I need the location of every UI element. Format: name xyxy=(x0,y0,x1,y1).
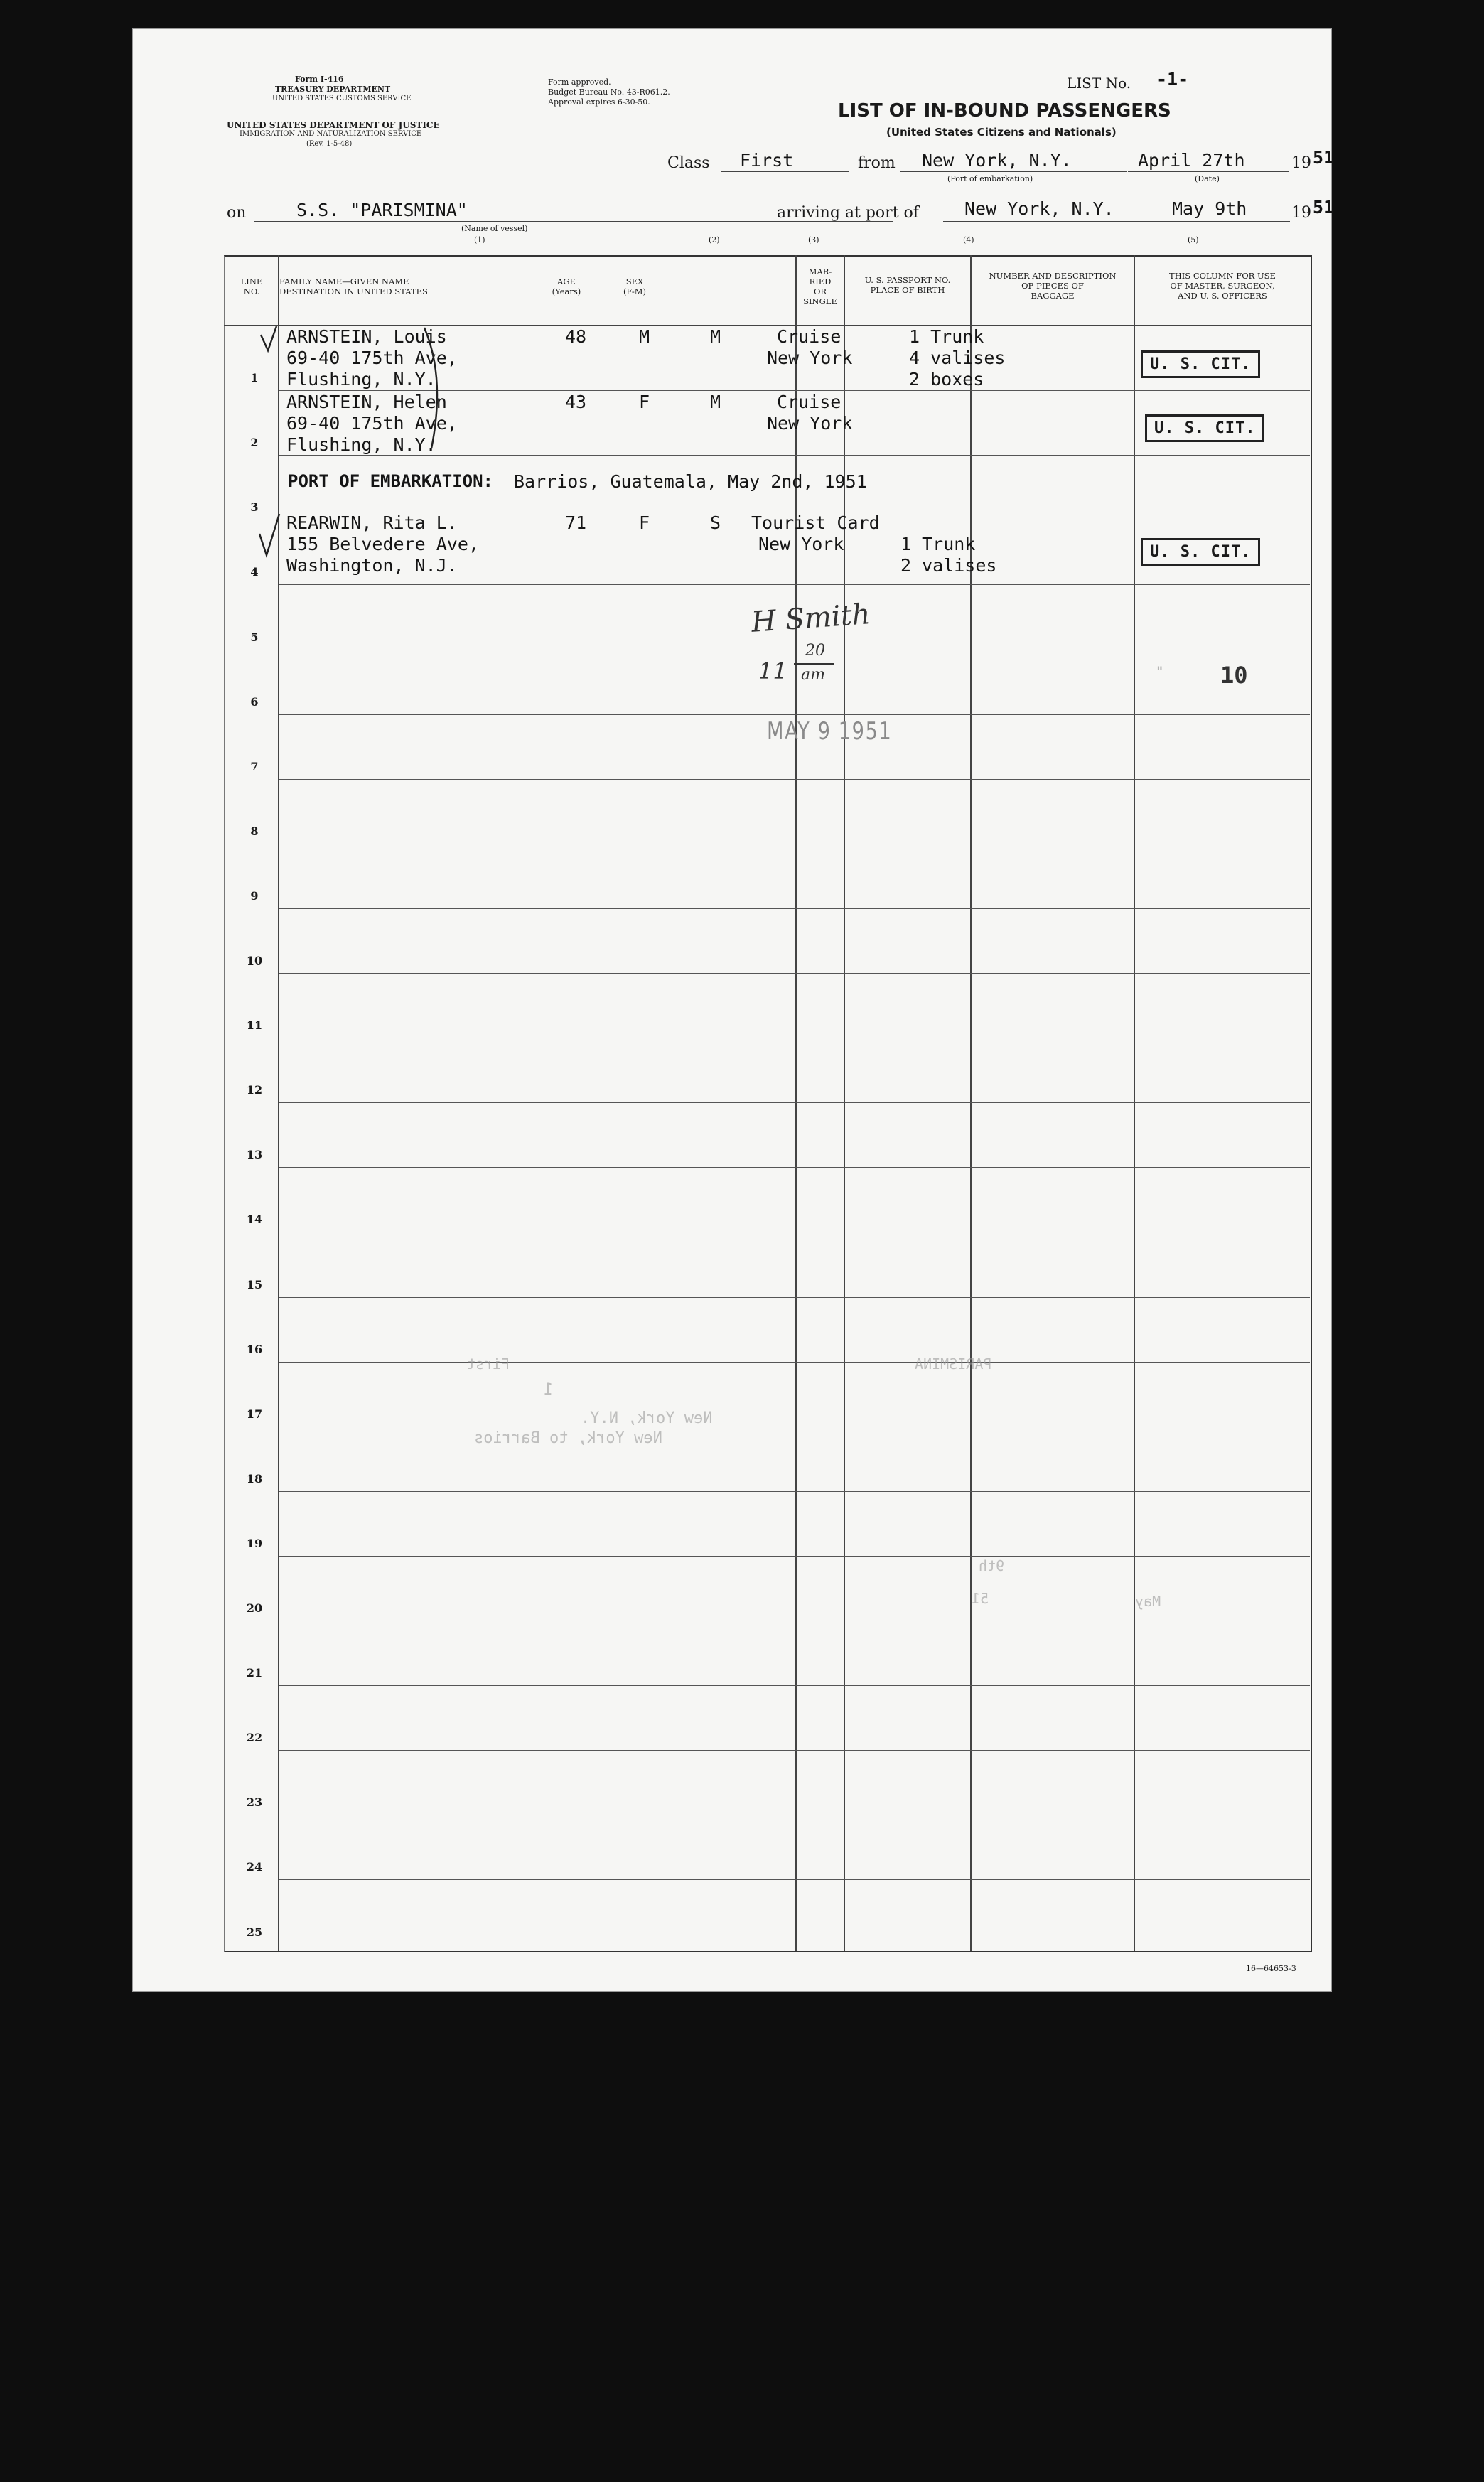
line-number: 4 xyxy=(250,565,259,579)
passenger-1-married: M xyxy=(710,326,721,347)
passenger-2-married: M xyxy=(710,392,721,412)
bleed-through-text: PARISMINA xyxy=(915,1355,992,1372)
passenger-2-address: 69-40 175th Ave, xyxy=(286,413,458,434)
line-number: 7 xyxy=(250,759,259,773)
col-header-text: MAR- xyxy=(808,267,832,276)
on-label: on xyxy=(227,204,247,222)
check-mark-icon xyxy=(259,514,279,555)
col-header-text: FAMILY NAME—GIVEN NAME xyxy=(279,276,409,286)
col-header-sex xyxy=(613,276,656,296)
passenger-1-baggage: 4 valises xyxy=(909,348,1006,368)
passenger-2-name: ARNSTEIN, Helen xyxy=(286,392,447,412)
date-underline xyxy=(1128,171,1289,172)
col-header-age xyxy=(545,276,588,296)
passenger-2-birthplace: New York xyxy=(767,413,853,434)
approval-line-1: Form approved. xyxy=(548,77,611,87)
count-annotation: 10 xyxy=(1220,662,1248,689)
line-number: 25 xyxy=(246,1925,263,1939)
col-header-text: (Years) xyxy=(552,286,581,296)
approval-line-3: Approval expires 6-30-50. xyxy=(548,97,650,107)
passenger-1-passport: Cruise xyxy=(777,326,842,347)
year-prefix-2: 19 xyxy=(1291,204,1311,222)
passenger-3-married: S xyxy=(710,512,721,533)
row-rule xyxy=(279,1167,1310,1168)
line-number: 16 xyxy=(246,1342,263,1356)
passenger-1-baggage: 2 boxes xyxy=(909,369,984,390)
passenger-2-sex: F xyxy=(639,392,650,412)
line-number: 17 xyxy=(246,1407,263,1421)
treasury-dept: TREASURY DEPARTMENT xyxy=(275,85,391,94)
us-citizen-stamp: U. S. CIT. xyxy=(1141,350,1260,378)
col-num-4: (4) xyxy=(963,235,974,245)
col-num-1: (1) xyxy=(474,235,485,245)
col-header-text: AGE xyxy=(557,276,576,286)
col-header-text: RIED xyxy=(809,276,832,286)
bleed-through-text: 1 xyxy=(544,1381,554,1399)
passenger-2-age: 43 xyxy=(565,392,587,412)
from-year: 51 xyxy=(1313,147,1335,168)
col-header-text: AND U. S. OFFICERS xyxy=(1178,291,1267,301)
line-number: 1 xyxy=(250,371,259,385)
col-header-text: U. S. PASSPORT NO. xyxy=(864,275,951,285)
line-number: 15 xyxy=(246,1277,263,1291)
time-fraction-bar xyxy=(794,663,834,665)
line-number: 5 xyxy=(250,630,259,644)
row-rule xyxy=(279,908,1310,909)
passenger-1-name: ARNSTEIN, Louis xyxy=(286,326,447,347)
col-header-text: OF PIECES OF xyxy=(1021,281,1084,291)
line-number: 18 xyxy=(246,1471,263,1486)
col-header-name xyxy=(279,276,493,296)
col-header-text: OR xyxy=(813,286,827,296)
from-port: New York, N.Y. xyxy=(922,150,1072,171)
passenger-3-passport: Tourist Card xyxy=(751,512,880,533)
row-rule xyxy=(279,1879,1310,1880)
time-ampm: am xyxy=(801,666,825,684)
year-prefix-1: 19 xyxy=(1291,154,1311,172)
row-rule xyxy=(279,1297,1310,1298)
date-caption: (Date) xyxy=(1195,174,1220,183)
line-number: 9 xyxy=(250,888,259,903)
col-header-text: OF MASTER, SURGEON, xyxy=(1170,281,1275,291)
from-label: from xyxy=(858,154,896,172)
list-no-value: -1- xyxy=(1156,69,1189,90)
col-header-text: LINE xyxy=(240,276,263,286)
row-rule xyxy=(279,1556,1310,1557)
col-header-text: NO. xyxy=(243,286,260,296)
bleed-through-text: May xyxy=(1135,1593,1161,1610)
us-citizen-stamp: U. S. CIT. xyxy=(1141,538,1260,566)
us-citizen-stamp: U. S. CIT. xyxy=(1145,414,1264,442)
col-header-text: PLACE OF BIRTH xyxy=(870,285,945,295)
col-header-text: DESTINATION IN UNITED STATES xyxy=(279,286,428,296)
form-number: Form I-416 xyxy=(295,75,344,84)
form-subtitle: (United States Citizens and Nationals) xyxy=(886,126,1117,139)
row-rule xyxy=(279,1685,1310,1686)
class-value: First xyxy=(740,150,794,171)
time-minutes: 20 xyxy=(805,642,825,660)
approval-line-2: Budget Bureau No. 43-R061.2. xyxy=(548,87,670,97)
embarkation-label: PORT OF EMBARKATION: xyxy=(288,471,493,491)
form-title: LIST OF IN-BOUND PASSENGERS xyxy=(838,100,1171,122)
line-number: 14 xyxy=(246,1213,263,1227)
arrival-year: 51 xyxy=(1313,197,1335,217)
row-rule xyxy=(279,779,1310,780)
line-number: 23 xyxy=(246,1795,263,1810)
passenger-2-city: Flushing, N.Y. xyxy=(286,434,436,455)
line-number: 22 xyxy=(246,1731,263,1745)
passenger-1-city: Flushing, N.Y. xyxy=(286,369,436,390)
line-number: 8 xyxy=(250,824,259,838)
passenger-1-address: 69-40 175th Ave, xyxy=(286,348,458,368)
col-header-text: NUMBER AND DESCRIPTION xyxy=(989,271,1117,281)
handwritten-marks xyxy=(240,321,453,591)
time-hour: 11 xyxy=(758,657,787,684)
customs-service: UNITED STATES CUSTOMS SERVICE xyxy=(272,95,412,102)
line-number: 20 xyxy=(246,1601,263,1615)
col-num-5: (5) xyxy=(1188,235,1199,245)
arriving-label: arriving at port of xyxy=(777,204,919,222)
passenger-3-age: 71 xyxy=(565,512,587,533)
col-header-text: THIS COLUMN FOR USE xyxy=(1169,271,1276,281)
inspector-signature: H Smith xyxy=(750,598,871,639)
col-header-line-no xyxy=(225,276,278,296)
class-label: Class xyxy=(667,154,710,172)
line-number: 13 xyxy=(246,1148,263,1162)
col-num-3: (3) xyxy=(808,235,819,245)
passenger-1-sex: M xyxy=(639,326,650,347)
bleed-through-text: 51 xyxy=(972,1590,989,1607)
arrival-date: May 9th xyxy=(1172,198,1247,219)
col-num-2: (2) xyxy=(709,235,720,245)
row-rule xyxy=(279,714,1310,715)
line-number: 2 xyxy=(250,436,259,450)
line-number: 24 xyxy=(246,1860,263,1874)
passenger-2-passport: Cruise xyxy=(777,392,842,412)
from-caption: (Port of embarkation) xyxy=(947,174,1033,183)
bleed-through-text: New York, to Barrios xyxy=(474,1429,662,1447)
passenger-3-city: Washington, N.J. xyxy=(286,555,458,576)
ins-service: IMMIGRATION AND NATURALIZATION SERVICE xyxy=(240,130,422,138)
line-number: 12 xyxy=(246,1083,263,1097)
bracket-icon xyxy=(424,328,437,448)
row-rule xyxy=(279,973,1310,974)
line-number: 3 xyxy=(250,500,259,515)
line-number: 19 xyxy=(246,1536,263,1550)
arrival-underline xyxy=(943,221,1290,222)
arrival-port: New York, N.Y. xyxy=(964,198,1114,219)
check-mark-icon xyxy=(261,326,276,350)
passenger-1-birthplace: New York xyxy=(767,348,853,368)
tick-mark: " xyxy=(1156,663,1163,680)
passenger-3-birthplace: New York xyxy=(758,534,844,554)
embarkation-value: Barrios, Guatemala, May 2nd, 1951 xyxy=(514,471,867,492)
line-number: 11 xyxy=(246,1019,263,1033)
row-rule xyxy=(279,1750,1310,1751)
passenger-1-age: 48 xyxy=(565,326,587,347)
col-header-text: SEX xyxy=(625,276,644,286)
col-header-text: BAGGAGE xyxy=(1031,291,1075,301)
row-rule xyxy=(279,1491,1310,1492)
row-rule xyxy=(279,1362,1310,1363)
class-underline xyxy=(721,171,849,172)
justice-dept: UNITED STATES DEPARTMENT OF JUSTICE xyxy=(227,120,440,130)
from-date: April 27th xyxy=(1138,150,1245,171)
form-revision: (Rev. 1-5-48) xyxy=(306,140,353,148)
col-header-text: SINGLE xyxy=(803,296,837,306)
bleed-through-text: 9th xyxy=(979,1557,1005,1574)
col-header-text: (F-M) xyxy=(623,286,647,296)
bleed-through-text: New York, N.Y. xyxy=(581,1409,713,1427)
col-header-married xyxy=(797,267,844,306)
vessel-caption: (Name of vessel) xyxy=(461,224,528,233)
line-number: 10 xyxy=(246,954,263,967)
line-number: 21 xyxy=(246,1666,263,1680)
passenger-3-sex: F xyxy=(639,512,650,533)
arrival-date-stamp: MAY 9 1951 xyxy=(767,717,893,746)
footer-code: 16—64653-3 xyxy=(1246,1964,1296,1973)
vessel-name: S.S. "PARISMINA" xyxy=(296,200,468,220)
passenger-1-baggage: 1 Trunk xyxy=(909,326,984,347)
passenger-3-baggage: 2 valises xyxy=(900,555,997,576)
row-rule xyxy=(279,1102,1310,1103)
manifest-page xyxy=(132,28,1335,1992)
passenger-3-name: REARWIN, Rita L. xyxy=(286,512,458,533)
passenger-3-baggage: 1 Trunk xyxy=(900,534,976,554)
list-no-label: LIST No. xyxy=(1067,75,1131,92)
passenger-3-address: 155 Belvedere Ave, xyxy=(286,534,479,554)
col-header-passport xyxy=(845,275,970,295)
from-underline xyxy=(900,171,1127,172)
col-header-baggage xyxy=(972,271,1134,301)
col-header-officers xyxy=(1135,271,1310,301)
bleed-through-text: First xyxy=(467,1355,510,1372)
line-number: 6 xyxy=(250,694,259,709)
